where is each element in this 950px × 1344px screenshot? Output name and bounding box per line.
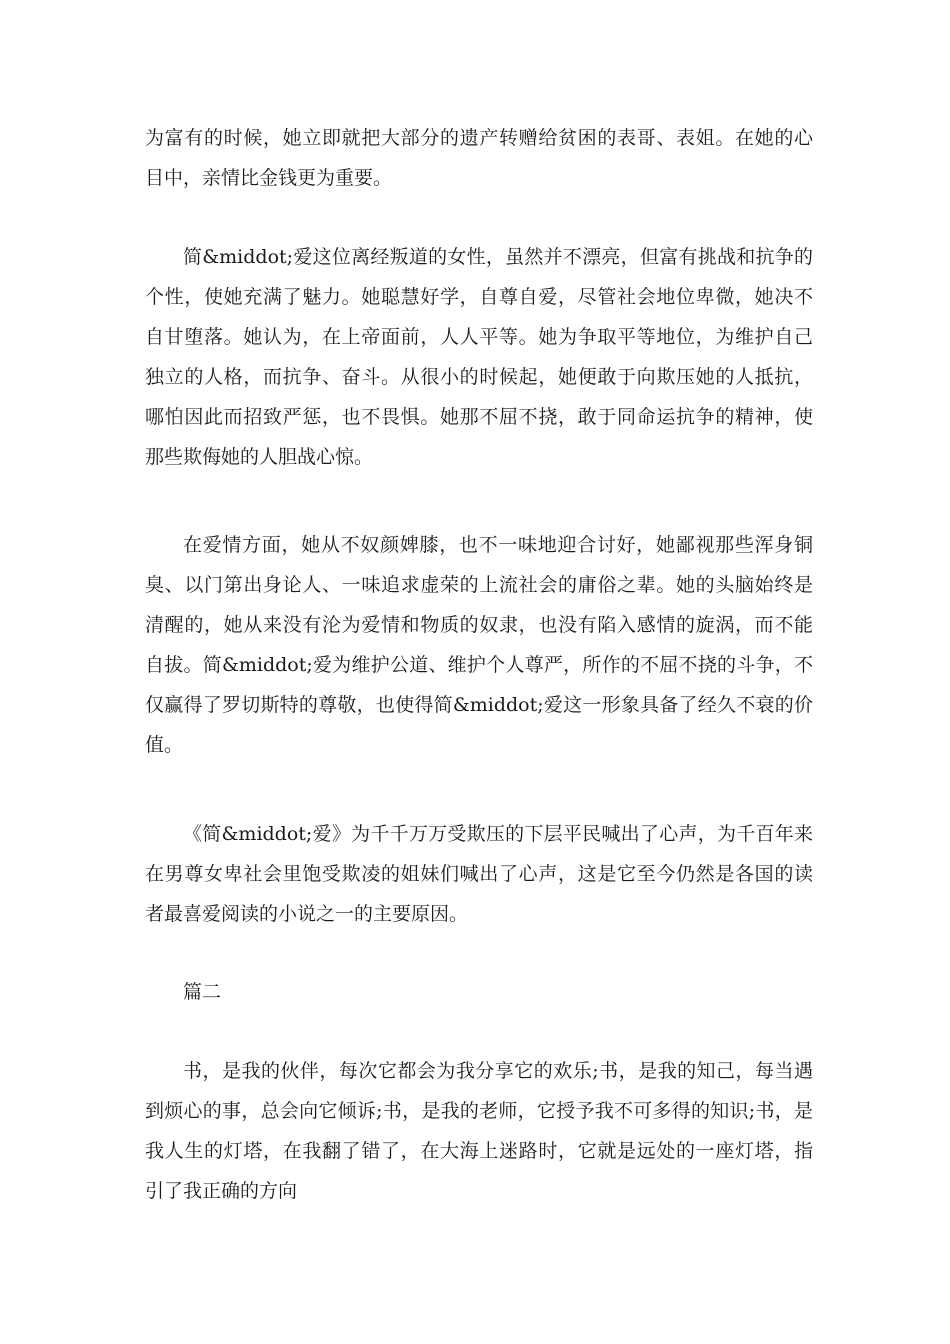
text-line: 者最喜爱阅读的小说之一的主要原因。 [145, 903, 469, 925]
paragraph-2 [145, 237, 813, 477]
text-line: 独立的人格，而抗争、奋斗。从很小的时候起，她便敢于向欺压她的人抵抗， [145, 366, 813, 388]
text-line: 那些欺侮她的人胆战心惊。 [145, 446, 374, 468]
text-line: 到烦心的事，总会向它倾诉;书，是我的老师，它授予我不可多得的知识;书，是 [145, 1100, 813, 1122]
text-line: 清醒的，她从来没有沦为爱情和物质的奴隶，也没有陷入感情的旋涡，而不能 [145, 614, 813, 636]
text-line: 自甘堕落。她认为，在上帝面前，人人平等。她为争取平等地位，为维护自己 [145, 326, 813, 348]
text-line: 为富有的时候，她立即就把大部分的遗产转赠给贫困的表哥、表姐。在她的心 [145, 127, 813, 149]
paragraph-3 [145, 525, 813, 765]
text-line: 简&middot;爱这位离经叛道的女性，虽然并不漂亮，但富有挑战和抗争的 [183, 246, 813, 268]
text-line: 值。 [145, 734, 184, 756]
section-heading [145, 972, 813, 1012]
text-line: 篇二 [183, 981, 222, 1003]
text-line: 我人生的灯塔，在我翻了错了，在大海上迷路时，它就是远处的一座灯塔，指 [145, 1140, 813, 1162]
text-line: 目中，亲情比金钱更为重要。 [145, 167, 393, 189]
text-line: 仅赢得了罗切斯特的尊敬，也使得简&middot;爱这一形象具备了经久不衰的价 [145, 694, 813, 716]
text-line: 哪怕因此而招致严惩，也不畏惧。她那不屈不挠，敢于同命运抗争的精神，使 [145, 406, 813, 428]
text-line: 在男尊女卑社会里饱受欺凌的姐妹们喊出了心声，这是它至今仍然是各国的读 [145, 863, 813, 885]
paragraph-4 [145, 814, 813, 934]
paragraph-6 [145, 1051, 813, 1211]
text-line: 引了我正确的方向 [145, 1180, 298, 1202]
paragraph-1 [145, 118, 813, 198]
text-line: 臭、以门第出身论人、一味追求虚荣的上流社会的庸俗之辈。她的头脑始终是 [145, 574, 813, 596]
text-line: 个性，使她充满了魅力。她聪慧好学，自尊自爱，尽管社会地位卑微，她决不 [145, 286, 813, 308]
text-line: 书，是我的伙伴，每次它都会为我分享它的欢乐;书，是我的知己，每当遇 [183, 1060, 813, 1082]
text-line: 自拔。简&middot;爱为维护公道、维护个人尊严，所作的不屈不挠的斗争，不 [145, 654, 813, 676]
text-line: 在爱情方面，她从不奴颜婢膝，也不一味地迎合讨好，她鄙视那些浑身铜 [183, 534, 813, 556]
text-line: 《简&middot;爱》为千千万万受欺压的下层平民喊出了心声，为千百年来 [183, 823, 813, 845]
